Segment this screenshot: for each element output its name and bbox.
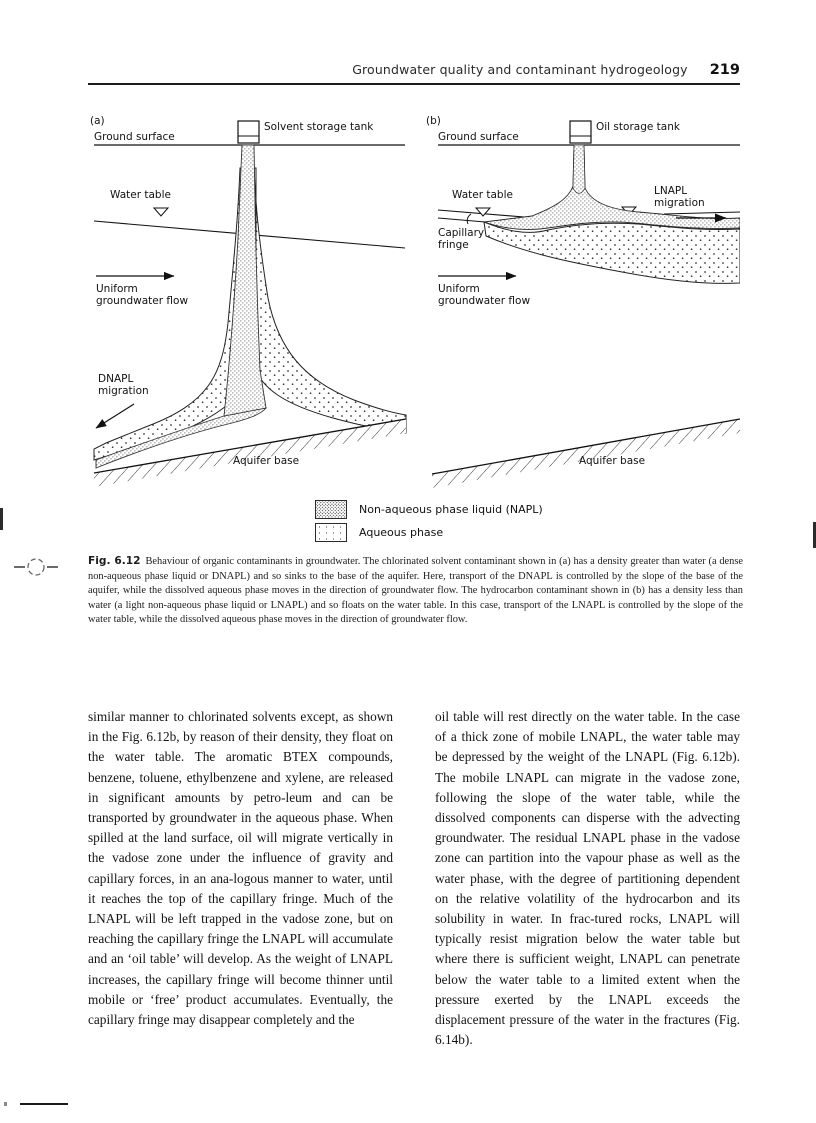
panel-a-flow-label-2: groundwater flow [96, 295, 189, 307]
figure-caption-lead: Fig. 6.12 [88, 555, 141, 567]
panel-b-capillary-label-1: Capillary [438, 227, 485, 239]
page-number: 219 [709, 62, 740, 78]
panel-a-flow-label-1: Uniform [96, 283, 138, 295]
panel-b-aquifer-base-label: Aquifer base [579, 455, 646, 467]
panel-b-napl-column [573, 145, 585, 193]
panel-b-migration-label-1: LNAPL [654, 185, 688, 197]
water-table-symbol-icon [154, 208, 168, 216]
panel-a-ground-surface-label: Ground surface [94, 131, 175, 143]
panel-b-aqueous-plume [484, 222, 740, 283]
oil-storage-tank-icon [570, 121, 591, 143]
panel-a-migration-label-1: DNAPL [98, 373, 134, 385]
header-title: Groundwater quality and contaminant hydrogeology [352, 62, 688, 77]
panel-b-water-table-label: Water table [452, 189, 513, 201]
panel-b-capillary-leader [467, 214, 471, 224]
figure-panel-a [90, 115, 406, 487]
panel-b-flow-label-2: groundwater flow [438, 295, 531, 307]
legend-item-aqueous [315, 521, 615, 544]
figure-caption-text: Behaviour of organic contaminants in groundwater. The chlorinated solvent contaminant shown in (a) has a density greater than water (a dense non-aqueous phase liquid or DNAPL) and so sinks to the base of the aquifer. Here, transport of the DNAPL is controlled by the slope of the base of the aquifer, while the dissolved aqueous phase moves in the direction of groundwater flow. The hydrocarbon contaminant shown in (b) has a density less than water (a light non-aqueous phase liquid or LNAPL) and so floats on the water table. In this case, transport of the LNAPL is controlled by the slope of the water table, while the dissolved aqueous phase moves in the direction of groundwater flow. [88, 556, 743, 626]
body-text [88, 707, 740, 1050]
panel-b-capillary-label-2: fringe [438, 239, 469, 251]
panel-a-migration-arrow-icon [96, 404, 134, 428]
panel-a-tank-label: Solvent storage tank [264, 121, 374, 133]
crop-mark-bottom-dot [4, 1102, 7, 1106]
panel-a-aqueous-plume-right [254, 168, 406, 433]
header-rule [88, 83, 740, 85]
panel-a-aquifer-base-label: Aquifer base [233, 455, 300, 467]
napl-stipple-swatch [315, 500, 347, 519]
panel-a-migration-label-2: migration [98, 385, 149, 397]
water-table-symbol-icon-left [476, 208, 490, 216]
panel-b-label: (b) [426, 115, 441, 127]
panel-b-lnapl-lens [484, 145, 740, 230]
figure-legend [315, 498, 615, 544]
panel-b-aquifer-hatch [432, 419, 740, 488]
figure-6-12 [88, 108, 740, 548]
panel-b-tank-label: Oil storage tank [596, 121, 680, 133]
legend-label-napl: Non-aqueous phase liquid (NAPL) [359, 503, 543, 516]
panel-b-migration-label-2: migration [654, 197, 705, 209]
figure-panel-b [426, 115, 740, 488]
panel-b-flow-label-1: Uniform [438, 283, 480, 295]
panel-a-water-table-label: Water table [110, 189, 171, 201]
panel-b-water-table-line-right [664, 212, 740, 214]
panel-b-ground-surface-label: Ground surface [438, 131, 519, 143]
legend-label-aqueous: Aqueous phase [359, 526, 444, 539]
legend-item-napl [315, 498, 615, 521]
crop-mark-left-bar [0, 508, 3, 530]
panel-a-label: (a) [90, 115, 105, 127]
running-header [88, 62, 740, 85]
crop-mark-bottom [20, 1103, 68, 1105]
registration-mark-icon [14, 556, 58, 578]
body-column-left: similar manner to chlorinated solvents except, as shown in the Fig. 6.12b, by reason of their density, they float on the water table. The aromatic BTEX compounds, benzene, toluene, ethylbenzene and xylene, are released in significant amounts by petro-leum and can be transported by groundwater in the aqueous phase. When spilled at the land surface, oil will migrate vertically in the vadose zone under the influence of gravity and capillary forces, in an ana-logous manner to water, until it reaches the top of the capillary fringe. Much of the LNAPL will be left trapped in the vadose zone, but on reaching the capillary fringe the LNAPL will accumulate and an ‘oil table’ will develop. As the weight of LNAPL increases, the capillary fringe will become thinner until mobile or ‘free’ product accumulates. Eventually, the capillary fringe may disappear completely and the [88, 709, 393, 1028]
figure-caption [88, 554, 743, 628]
aqueous-dots-swatch [315, 523, 347, 542]
solvent-storage-tank-icon [238, 121, 259, 143]
body-column-right: oil table will rest directly on the water table. In the case of a thick zone of mobile LNAPL, the water table may be depressed by the weight of the LNAPL (Fig. 6.12b). The mobile LNAPL can migrate in the vadose zone, following the slope of the water table, while the dissolved components can disperse with the advecting groundwater. The residual LNAPL phase in the vadose zone can partition into the vapour phase as well as the water phase, with the degree of partitioning dependent on the relative volatility of the hydrocarbon and its solubility in water. In frac-tured rocks, LNAPL will typically resist migration below the water table but where there is sufficient weight, LNAPL can penetrate below the water table to a limited extent when the pressure exerted by the LNAPL exceeds the displacement pressure of the water in the fractures (Fig. 6.14b). [435, 709, 740, 1048]
